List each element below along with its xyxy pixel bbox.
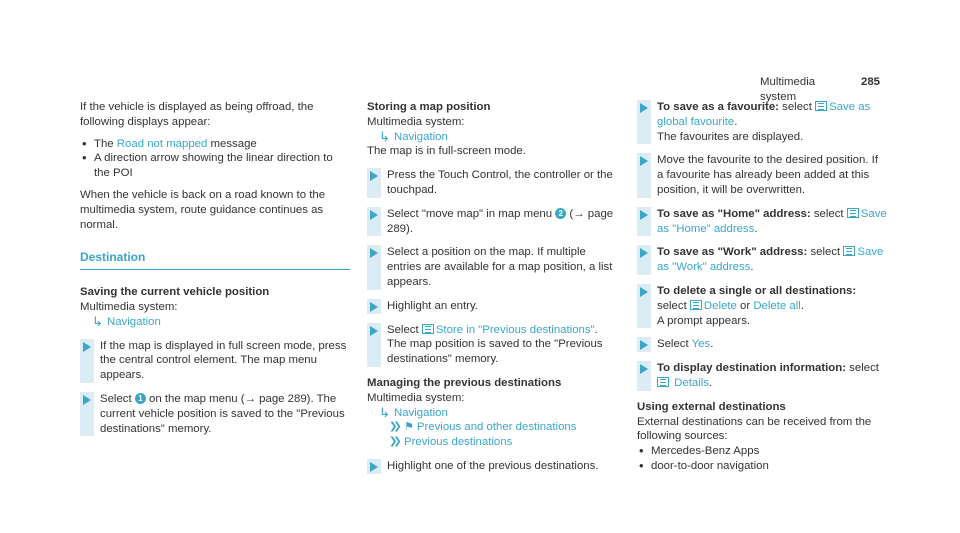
details-link: Details bbox=[674, 376, 709, 389]
road-not-mapped-link: Road not mapped bbox=[116, 137, 208, 150]
saving-step-1: If the map is displayed in full screen mode, press the central control element. The map menu appears. bbox=[80, 339, 350, 383]
managing-heading: Managing the previous destinations bbox=[367, 376, 562, 389]
step-arrow-icon bbox=[370, 210, 378, 220]
step-arrow-icon bbox=[640, 156, 648, 166]
step-arrow-icon bbox=[640, 248, 648, 258]
storing-system-label: Multimedia system: bbox=[367, 115, 465, 128]
storing-nav-link: Navigation bbox=[394, 130, 448, 143]
yes-step: Select Yes. bbox=[637, 337, 887, 352]
navigation-hook-icon: ↳ bbox=[379, 128, 390, 144]
step-arrow-icon bbox=[370, 462, 378, 472]
managing-sub-path-1 bbox=[367, 420, 622, 435]
menu-icon bbox=[843, 246, 855, 256]
section-title-destination: Destination bbox=[80, 250, 350, 270]
previous-other-destinations-link: Previous and other destinations bbox=[416, 421, 577, 434]
storing-step-4: Highlight an entry. bbox=[367, 299, 622, 314]
step-arrow-icon bbox=[640, 210, 648, 220]
step-arrow-icon bbox=[370, 248, 378, 258]
menu-icon bbox=[847, 208, 859, 218]
managing-step-1: Highlight one of the previous destinations. bbox=[367, 459, 622, 474]
storing-step-3: Select a position on the map. If multiple entries are available for a map position, a list appears. bbox=[367, 245, 622, 289]
previous-destinations-link: Previous destinations bbox=[404, 436, 513, 449]
step-arrow-icon bbox=[83, 395, 91, 405]
save-global-favourite-link: Save as global favourite bbox=[657, 101, 871, 128]
offroad-after: When the vehicle is back on a road known to the multimedia system, route guidance continues as normal. bbox=[80, 188, 326, 231]
step-arrow-icon bbox=[640, 287, 648, 297]
saving-nav-link: Navigation bbox=[107, 315, 161, 328]
delete-all-link: Delete all bbox=[753, 299, 801, 312]
list-item: • Mercedes-Benz Apps bbox=[637, 444, 887, 459]
double-chevron-icon: ❯❯ bbox=[389, 436, 398, 448]
saving-system-label: Multimedia system: bbox=[80, 300, 178, 313]
number-badge-icon: 2 bbox=[555, 208, 566, 219]
double-chevron-icon: ❯❯ bbox=[389, 421, 398, 433]
saving-nav-path bbox=[80, 315, 350, 330]
external-heading: Using external destinations bbox=[637, 400, 786, 413]
save-home-address-link: Save as "Home" address bbox=[657, 207, 887, 235]
column-2 bbox=[367, 100, 622, 483]
yes-link: Yes bbox=[691, 338, 711, 351]
header-section-title: Multimedia system bbox=[760, 76, 816, 103]
storing-step-5: Select Store in "Previous destinations". The map position is saved to the "Previous destinations" memory. bbox=[367, 323, 622, 367]
step-arrow-icon bbox=[83, 342, 91, 352]
storing-step-1: Press the Touch Control, the controller or the touchpad. bbox=[367, 168, 622, 198]
page-number: 285 bbox=[860, 76, 880, 88]
number-badge-icon: 1 bbox=[135, 393, 146, 404]
saving-heading: Saving the current vehicle position bbox=[80, 286, 270, 299]
offroad-list bbox=[80, 137, 350, 181]
list-item: • door-to-door navigation bbox=[637, 459, 887, 474]
managing-sub-path-2 bbox=[367, 435, 622, 450]
menu-icon bbox=[657, 377, 669, 387]
move-favourite-step: Move the favourite to the desired position. If a favourite has already been added at this position, it will be overwritten. bbox=[637, 153, 887, 197]
store-previous-destinations-link: Store in "Previous destinations" bbox=[435, 323, 595, 336]
storing-nav-path bbox=[367, 130, 622, 145]
list-item: • A direction arrow showing the linear direction to the POI bbox=[80, 151, 350, 181]
offroad-intro: If the vehicle is displayed as being offroad, the following displays appear: bbox=[80, 101, 314, 128]
managing-system-label: Multimedia system: bbox=[367, 391, 465, 404]
saving-step-2: Select 1 on the map menu (→ page 289). The current vehicle position is saved to the "Previous destinations" memory. bbox=[80, 392, 350, 436]
storing-step-2: Select "move map" in map menu 2 (→ page 289). bbox=[367, 207, 622, 237]
navigation-hook-icon: ↳ bbox=[92, 313, 103, 329]
flag-icon: ⚑ bbox=[404, 421, 414, 434]
navigation-hook-icon: ↳ bbox=[379, 404, 390, 420]
home-address-step: To save as "Home" address: select Save as "Home" address. bbox=[637, 207, 887, 237]
step-arrow-icon bbox=[640, 103, 648, 113]
list-item: • The Road not mapped message bbox=[80, 137, 350, 152]
menu-icon bbox=[422, 324, 434, 334]
column-3 bbox=[637, 100, 887, 481]
menu-icon bbox=[690, 300, 702, 310]
step-arrow-icon bbox=[370, 326, 378, 336]
managing-nav-link: Navigation bbox=[394, 406, 448, 419]
step-arrow-icon bbox=[640, 340, 648, 350]
step-arrow-icon bbox=[370, 171, 378, 181]
external-list bbox=[637, 444, 887, 474]
step-arrow-icon bbox=[640, 364, 648, 374]
details-step: To display destination information: select Details. bbox=[637, 361, 887, 391]
step-arrow-icon bbox=[370, 302, 378, 312]
column-1 bbox=[80, 100, 350, 445]
managing-nav-path bbox=[367, 406, 622, 421]
delete-step: To delete a single or all destinations: select Delete or Delete all. A prompt appears. bbox=[637, 284, 887, 328]
storing-heading: Storing a map position bbox=[367, 101, 491, 113]
work-address-step: To save as "Work" address: select Save as "Work" address. bbox=[637, 245, 887, 275]
save-work-address-link: Save as "Work" address bbox=[657, 246, 884, 274]
favourite-step: To save as a favourite: select Save as global favourite. The favourites are displayed. bbox=[637, 100, 887, 144]
external-text: External destinations can be received from the following sources: bbox=[637, 415, 872, 443]
menu-icon bbox=[815, 101, 827, 111]
storing-fullscreen-note: The map is in full-screen mode. bbox=[367, 145, 526, 158]
delete-link: Delete bbox=[703, 299, 737, 312]
